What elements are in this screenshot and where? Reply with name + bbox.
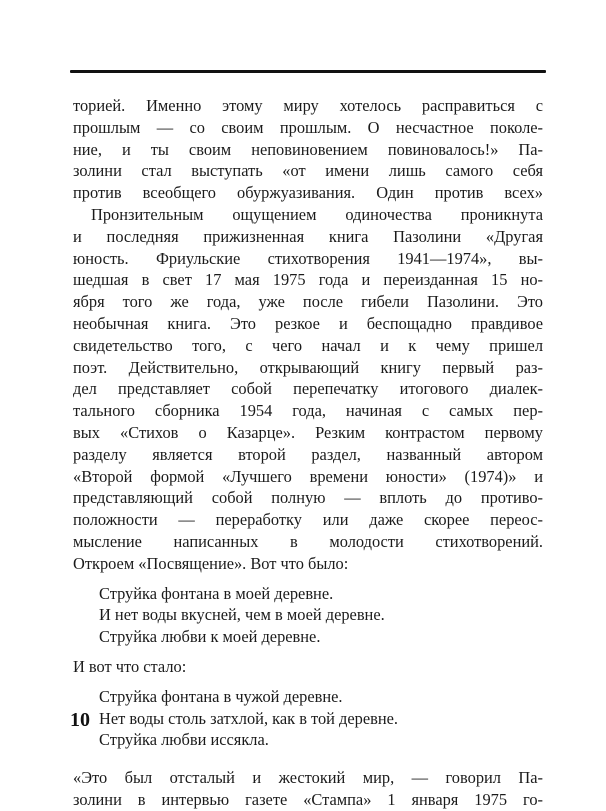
text-line: представляющий собой полную — вплоть до противо- <box>73 488 543 508</box>
page-text <box>73 95 543 811</box>
verse-line: Нет воды столь затхлой, как в той деревне. <box>99 708 399 728</box>
text-line: против всеобщего обуржуазивания. Один против всех» <box>73 183 543 203</box>
text-line: необычная книга. Это резкое и беспощадно правдивое <box>73 313 543 333</box>
spacer <box>73 751 543 767</box>
text-line: и последняя прижизненная книга Пазолини «Другая <box>73 226 543 246</box>
verse-line: Струйка фонтана в моей деревне. <box>99 583 334 603</box>
text-line: поэт. Действительно, открывающий книгу первый раз- <box>73 357 543 377</box>
spacer <box>73 648 543 656</box>
text-line: юность. Фриульские стихотворения 1941—1974», вы- <box>73 248 543 268</box>
verse-line: Струйка фонтана в чужой деревне. <box>99 686 343 706</box>
header-rule <box>70 70 546 73</box>
text-line: разделу является второй раздел, названный автором <box>73 444 543 464</box>
text-line: мысление написанных в молодости стихотворений. <box>73 531 543 551</box>
text-line: шедшая в свет 17 мая 1975 года и переизданная 15 но- <box>73 270 543 290</box>
paragraph-1 <box>73 95 543 204</box>
text-line: «Второй формой «Лучшего времени юности» (1974)» и <box>73 466 543 486</box>
verse-line: И нет воды вкусней, чем в моей деревне. <box>99 605 385 625</box>
text-line: золини стал выступать «от имени лишь самого себя <box>73 161 543 181</box>
text-line: свидетельство того, с чего начал и к чему пришел <box>73 335 543 355</box>
verse-after <box>73 686 543 751</box>
text-line: Откроем «Посвящение». Вот что было: <box>73 553 349 573</box>
transition-line: И вот что стало: <box>73 656 187 676</box>
text-line: положности — переработку или даже скорее переос- <box>73 510 543 530</box>
text-line: прошлым — со своим прошлым. О несчастное поколе- <box>73 117 543 137</box>
text-line: дел представляет собой перепечатку итогового диалек- <box>73 379 543 399</box>
paragraph-2 <box>73 204 543 575</box>
verse-line: Струйка любви иссякла. <box>99 730 269 750</box>
text-line: ября того же года, уже после гибели Пазолини. Это <box>73 292 543 312</box>
paragraph-3 <box>73 767 543 811</box>
verse-before <box>73 583 543 648</box>
text-line: золини в интервью газете «Стампа» 1 января 1975 го- <box>73 789 543 809</box>
text-line: Пронзительным ощущением одиночества проникнута <box>91 204 543 224</box>
page-number: 10 <box>70 709 90 731</box>
verse-line: Струйка любви к моей деревне. <box>99 627 321 647</box>
text-line: торией. Именно этому миру хотелось расправиться с <box>73 96 543 115</box>
spacer <box>73 678 543 686</box>
text-line: ние, и ты своим неповиновением повиновалось!» Па- <box>73 139 543 159</box>
text-line: вых «Стихов о Казарце». Резким контрастом первому <box>73 422 543 442</box>
text-line: «Это был отсталый и жестокий мир, — говорил Па- <box>73 768 543 788</box>
text-line: тального сборника 1954 года, начиная с самых пер- <box>73 401 543 421</box>
spacer <box>73 575 543 583</box>
